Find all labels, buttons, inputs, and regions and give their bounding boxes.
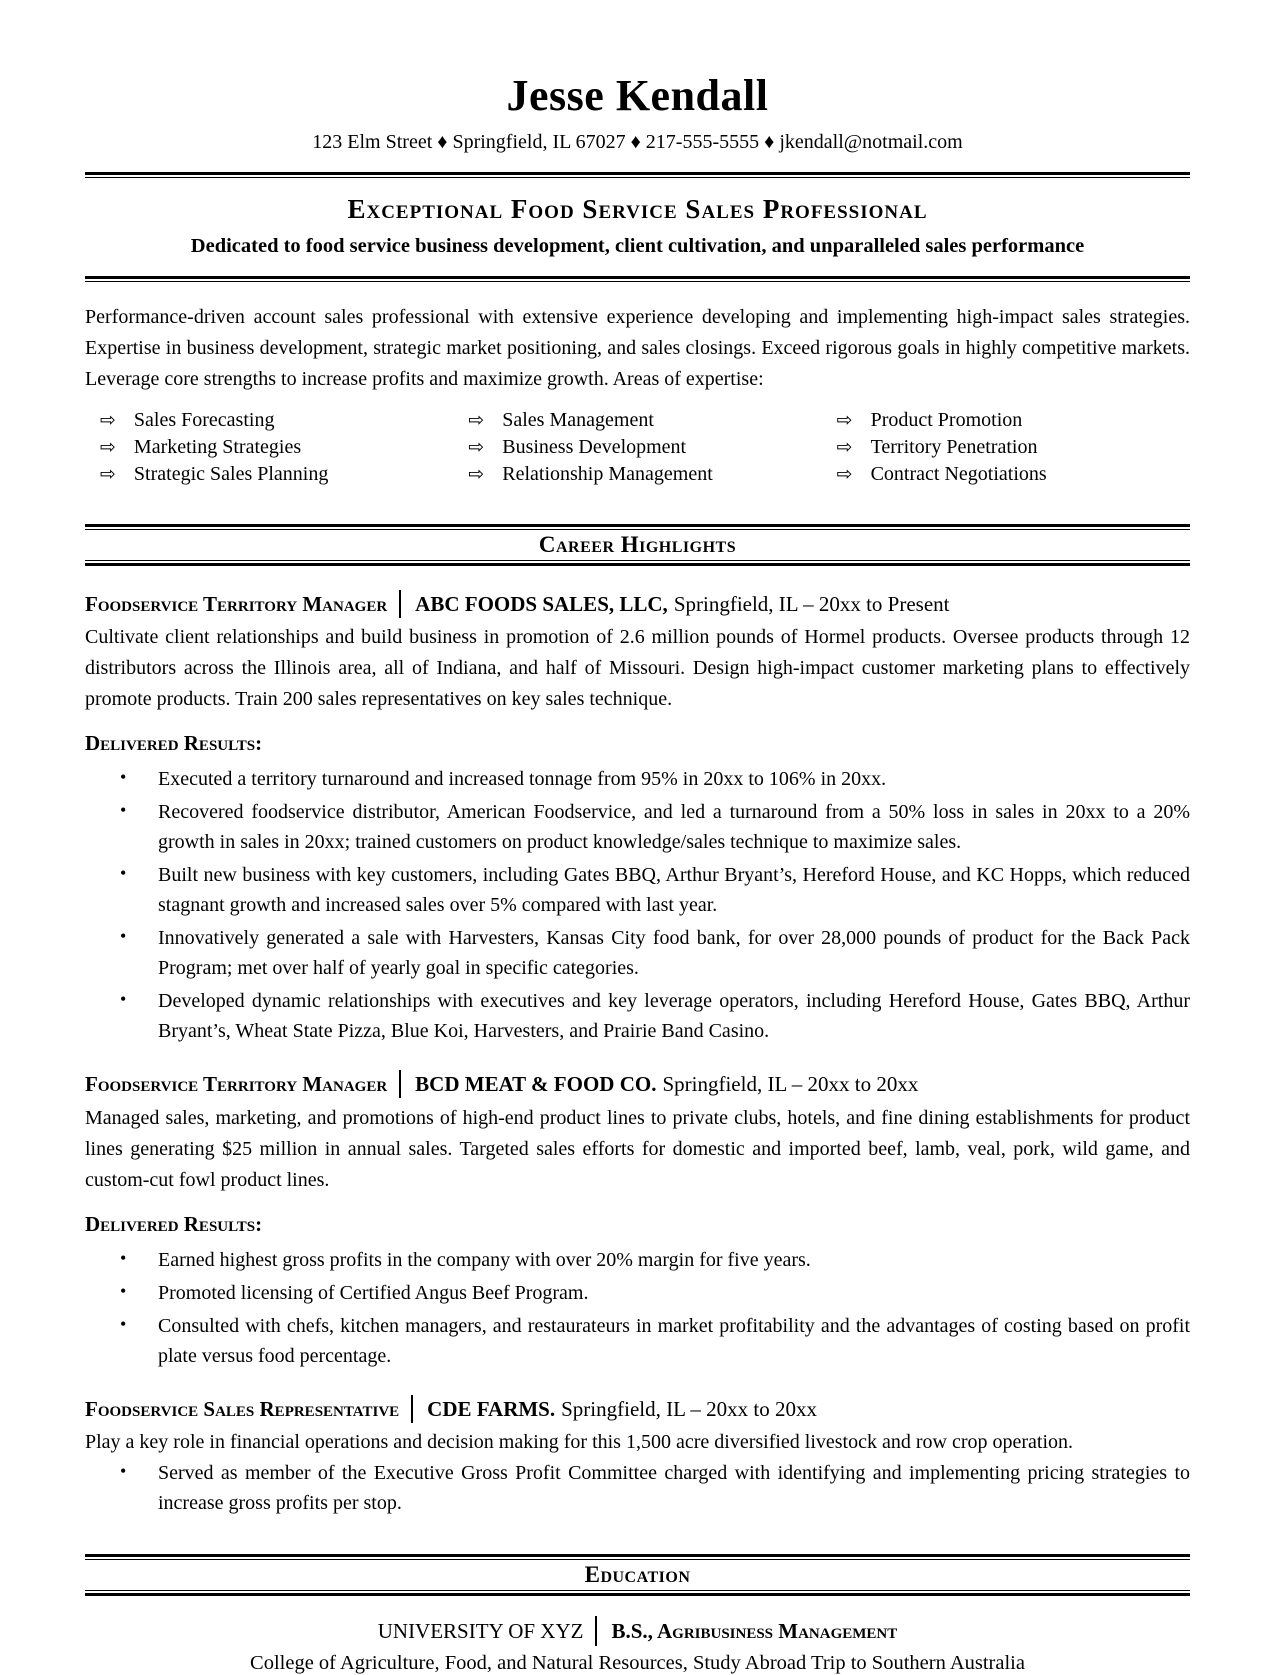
list-item: • Promoted licensing of Certified Angus Beef Program. [158,1278,1190,1308]
results-list [85,1458,1190,1518]
arrow-bullet-icon: ⇨ [836,436,853,458]
list-item: • Developed dynamic relationships with executives and key leverage operators, including Hereford House, Gates BBQ, Arthur Bryant’s, Wheat State Pizza, Blue Koi, Harvesters, and Prairie Band Casino. [158,986,1190,1046]
arrow-bullet-icon: ⇨ [468,436,485,458]
resume-tagline: Dedicated to food service business development, client cultivation, and unparalleled sales performance [190,235,1085,257]
job-heading [85,1395,1190,1424]
expertise-label: Business Development [502,436,687,458]
job-title: Foodservice Territory Manager [85,1072,388,1097]
section-education [85,1554,1190,1596]
job-title: Foodservice Sales Representative [85,1396,400,1421]
list-item: • Built new business with key customers, including Gates BBQ, Arthur Bryant’s, Hereford House, and KC Hopps, which reduced stagnant growth and increased sales over 5% compared with last year. [158,860,1190,920]
list-item: • Executed a territory turnaround and increased tonnage from 95% in 20xx to 106% in 20xx. [158,764,1190,794]
list-item [85,434,453,461]
job-heading [85,1070,1190,1099]
expertise-list [85,407,1190,488]
arrow-bullet-icon: ⇨ [468,409,485,431]
list-item: • Earned highest gross profits in the company with over 20% margin for five years. [158,1245,1190,1275]
expertise-label: Territory Penetration [870,436,1038,458]
expertise-label: Product Promotion [870,409,1023,431]
expertise-label: Strategic Sales Planning [133,463,329,485]
list-item [85,461,453,488]
list-item [822,407,1190,434]
education-entry [85,1616,1190,1675]
delivered-results-label: Delivered Results: [85,1211,263,1236]
results-list [85,764,1190,1046]
job-location-dates: Springfield, IL – 20xx to 20xx [662,1072,919,1097]
person-name: Jesse Kendall [506,71,769,120]
list-item [453,434,821,461]
job-title: Foodservice Territory Manager [85,592,388,616]
arrow-bullet-icon: ⇨ [100,409,116,431]
headline-divider [85,276,1190,282]
job-location-dates: Springfield, IL – 20xx to 20xx [561,1396,817,1421]
vertical-divider [399,590,401,618]
job-company: ABC FOODS SALES, LLC, [415,592,668,616]
section-divider-top [85,1554,1190,1560]
vertical-divider [411,1395,413,1423]
header-divider [85,172,1190,178]
list-item [822,461,1190,488]
education-degree: B.S., Agribusiness Management [611,1619,898,1644]
education-detail: College of Agriculture, Food, and Natural Resources, Study Abroad Trip to Southern Australia [250,1652,1025,1675]
expertise-label: Relationship Management [502,463,713,485]
expertise-column-2 [453,407,821,488]
arrow-bullet-icon: ⇨ [468,463,485,485]
arrow-bullet-icon: ⇨ [836,463,853,485]
job-description: Managed sales, marketing, and promotions of high-end product lines to private clubs, hotels, and fine dining establishments for product lines generating $25 million in annual sales. Targeted sales efforts for domestic and imported beef, lamb, veal, pork, wild game, and custom-cut fowl product lines. [85,1106,1190,1191]
contact-line: 123 Elm Street ♦ Springfield, IL 67027 ♦ 217-555-5555 ♦ jkendall@notmail.com [312,131,963,153]
education-school: UNIVERSITY OF XYZ [377,1619,584,1644]
job-location-dates: Springfield, IL – 20xx to Present [673,592,950,616]
job-company: CDE FARMS. [427,1396,556,1421]
education-heading [85,1616,1190,1646]
expertise-column-1 [85,407,453,488]
section-divider-bottom [85,1590,1190,1596]
list-item [822,434,1190,461]
section-career-highlights [85,524,1190,566]
job-entry-1 [85,590,1190,1046]
delivered-results-label: Delivered Results: [85,731,263,756]
job-entry-2 [85,1070,1190,1370]
results-list [85,1245,1190,1371]
expertise-label: Sales Management [502,409,654,431]
expertise-label: Marketing Strategies [133,436,302,458]
vertical-divider [399,1070,401,1098]
job-heading [85,590,1190,619]
expertise-column-3 [822,407,1190,488]
list-item [85,407,453,434]
job-description: Play a key role in financial operations and decision making for this 1,500 acre diversified livestock and row crop operation. [85,1431,1074,1454]
list-item: • Innovatively generated a sale with Harvesters, Kansas City food bank, for over 28,000 pounds of product for the Back Pack Program; met over half of yearly goal in specific categories. [158,923,1190,983]
list-item: • Consulted with chefs, kitchen managers, and restaurateurs in market profitability and the advantages of costing based on profit plate versus food percentage. [158,1311,1190,1371]
section-divider-bottom [85,560,1190,566]
expertise-label: Sales Forecasting [133,409,275,431]
arrow-bullet-icon: ⇨ [100,436,116,458]
expertise-label: Contract Negotiations [870,463,1047,485]
vertical-divider [595,1616,597,1646]
list-item [453,461,821,488]
section-title-education: Education [584,1562,691,1588]
summary-paragraph: Performance-driven account sales professional with extensive experience developing and implementing high-impact sales strategies. Expertise in business development, strategic market positioning, and sales closings. Exceed rigorous goals in highly competitive markets. Leverage core strengths to increase profits and maximize growth. Areas of expertise: [85,306,1190,390]
section-divider-top [85,524,1190,530]
list-item: • Served as member of the Executive Gross Profit Committee charged with identifying and implementing pricing strategies to increase gross profits per stop. [158,1458,1190,1518]
list-item [453,407,821,434]
job-entry-3 [85,1395,1190,1518]
arrow-bullet-icon: ⇨ [836,409,853,431]
job-company: BCD MEAT & FOOD CO. [415,1072,657,1097]
list-item: • Recovered foodservice distributor, American Foodservice, and led a turnaround from a 50% loss in sales in 20xx to a 20% growth in sales in 20xx; trained customers on product knowledge/sales technique to maximize sales. [158,797,1190,857]
section-title-career: Career Highlights [538,532,737,557]
arrow-bullet-icon: ⇨ [100,463,116,485]
resume-headline: Exceptional Food Service Sales Professional [347,194,928,224]
job-description: Cultivate client relationships and build business in promotion of 2.6 million pounds of Hormel products. Oversee products through 12 distributors across the Illinois area, all of Indiana, and half of Missouri. Design high-impact customer marketing plans to effectively promote products. Train 200 sales representatives on key sales technique. [85,626,1190,711]
